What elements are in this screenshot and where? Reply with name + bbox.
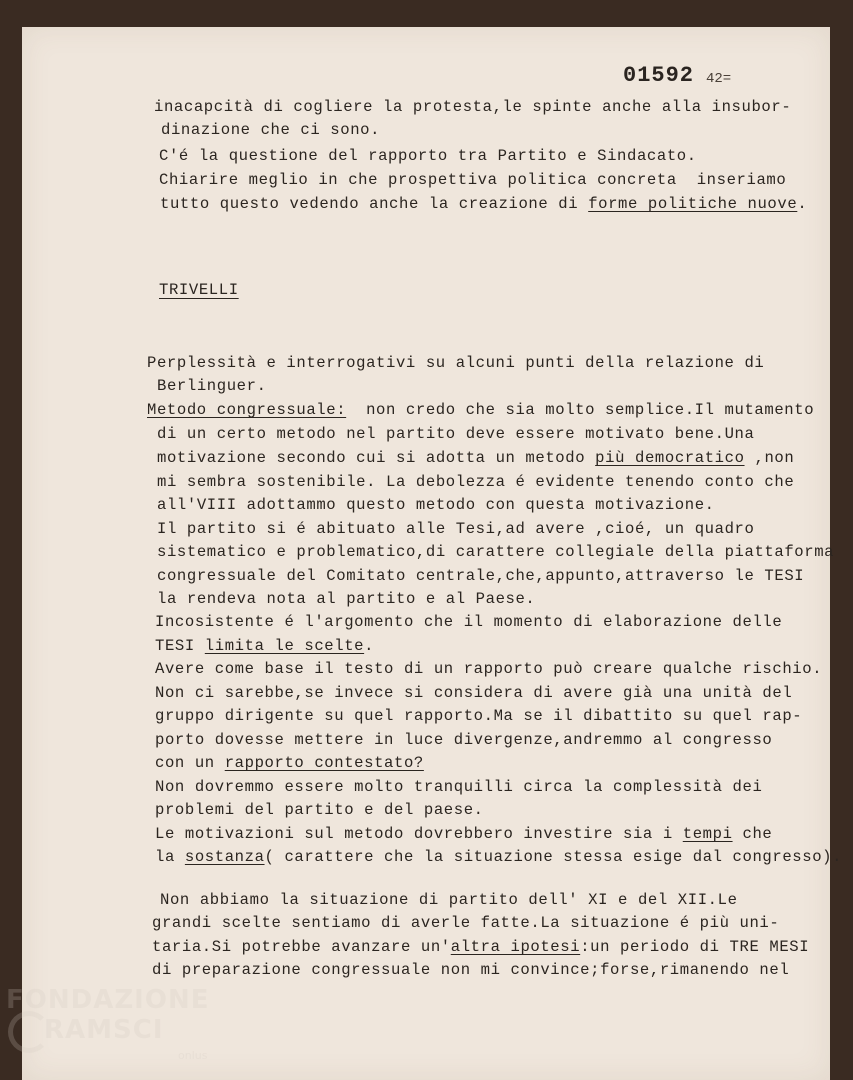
text-line: Non dovremmo essere molto tranquilli circa la complessità dei	[155, 778, 763, 796]
watermark-line: FONDAZIONE	[6, 985, 210, 1015]
text-span: TESI	[155, 637, 205, 655]
text-line: Non abbiamo la situazione di partito dell' XI e del XII.Le	[160, 891, 738, 909]
text-line: dinazione che ci sono.	[161, 121, 381, 139]
text-line	[152, 937, 809, 957]
text-line	[155, 753, 424, 773]
text-line: Chiarire meglio in che prospettiva politica concreta inseriamo	[159, 171, 787, 189]
text-span: tutto questo vedendo anche la creazione di	[160, 195, 589, 213]
text-line: sistematico e problematico,di carattere collegiale della piattaforma	[157, 543, 835, 561]
watermark-line: onlus	[178, 1049, 208, 1062]
underlined-phrase: sostanza	[184, 848, 265, 866]
text-span: motivazione secondo cui si adotta un metodo	[157, 449, 596, 467]
text-line	[155, 824, 772, 844]
page-number: 01592	[623, 63, 695, 88]
text-line: C'é la questione del rapporto tra Partito e Sindacato.	[159, 147, 697, 165]
text-line: Avere come base il testo di un rapporto può creare qualche rischio.	[155, 660, 823, 678]
text-line: inacapcità di cogliere la protesta,le spinte anche alla insubor-	[154, 98, 792, 116]
page-subnumber: 42=	[706, 71, 732, 87]
underlined-phrase: più democratico	[595, 449, 745, 467]
text-line: all'VIII adottammo questo metodo con questa motivazione.	[157, 496, 715, 514]
text-line: Berlinguer.	[157, 377, 267, 395]
text-line	[147, 400, 814, 420]
text-line: porto dovesse mettere in luce divergenze,andremmo al congresso	[155, 731, 773, 749]
text-line: la rendeva nota al partito e al Paese.	[157, 590, 536, 608]
text-span: che	[732, 825, 773, 843]
underlined-phrase: rapporto contestato?	[224, 754, 424, 772]
text-line: mi sembra sostenibile. La debolezza é evidente tenendo conto che	[157, 473, 795, 491]
text-line: problemi del partito e del paese.	[155, 801, 484, 819]
section-heading: TRIVELLI	[159, 281, 239, 299]
underlined-phrase: Metodo congressuale:	[147, 401, 347, 419]
text-span: :un periodo di TRE MESI	[580, 938, 810, 956]
underlined-phrase: forme politiche nuove	[588, 195, 798, 213]
text-span: ( carattere che la situazione stessa esige dal congresso).	[264, 848, 843, 866]
underlined-phrase: altra ipotesi	[450, 938, 581, 956]
fondazione-gramsci-watermark	[6, 985, 246, 1075]
text-line: di preparazione congressuale non mi convince;forse,rimanendo nel	[152, 961, 790, 979]
text-line: congressuale del Comitato centrale,che,appunto,attraverso le TESI	[157, 567, 805, 585]
text-line	[155, 847, 842, 867]
watermark-line: RAMSCI	[44, 1015, 164, 1045]
text-line: Incosistente é l'argomento che il momento di elaborazione delle	[155, 613, 783, 631]
underlined-phrase: limita le scelte	[204, 637, 365, 655]
text-line: Il partito si é abituato alle Tesi,ad avere ,cioé, un quadro	[157, 520, 755, 538]
text-line: Non ci sarebbe,se invece si considera di avere già una unità del	[155, 684, 793, 702]
text-line	[157, 448, 794, 468]
text-span: la	[155, 848, 185, 866]
text-span: Le motivazioni sul metodo dovrebbero investire sia i	[155, 825, 683, 843]
text-span: ,non	[744, 449, 795, 467]
text-span: .	[364, 637, 375, 655]
text-line: gruppo dirigente su quel rapporto.Ma se il dibattito su quel rap-	[155, 707, 803, 725]
text-span: taria.Si potrebbe avanzare un'	[152, 938, 451, 956]
text-line	[155, 636, 374, 656]
underlined-phrase: tempi	[682, 825, 733, 843]
text-line: di un certo metodo nel partito deve essere motivato bene.Una	[157, 425, 755, 443]
text-span: con un	[155, 754, 225, 772]
text-line: grandi scelte sentiamo di averle fatte.La situazione é più uni-	[152, 914, 780, 932]
text-line	[160, 194, 807, 214]
text-span: .	[797, 195, 808, 213]
text-span: non credo che sia molto semplice.Il mutamento	[346, 401, 815, 419]
text-line: Perplessità e interrogativi su alcuni punti della relazione di	[147, 354, 765, 372]
